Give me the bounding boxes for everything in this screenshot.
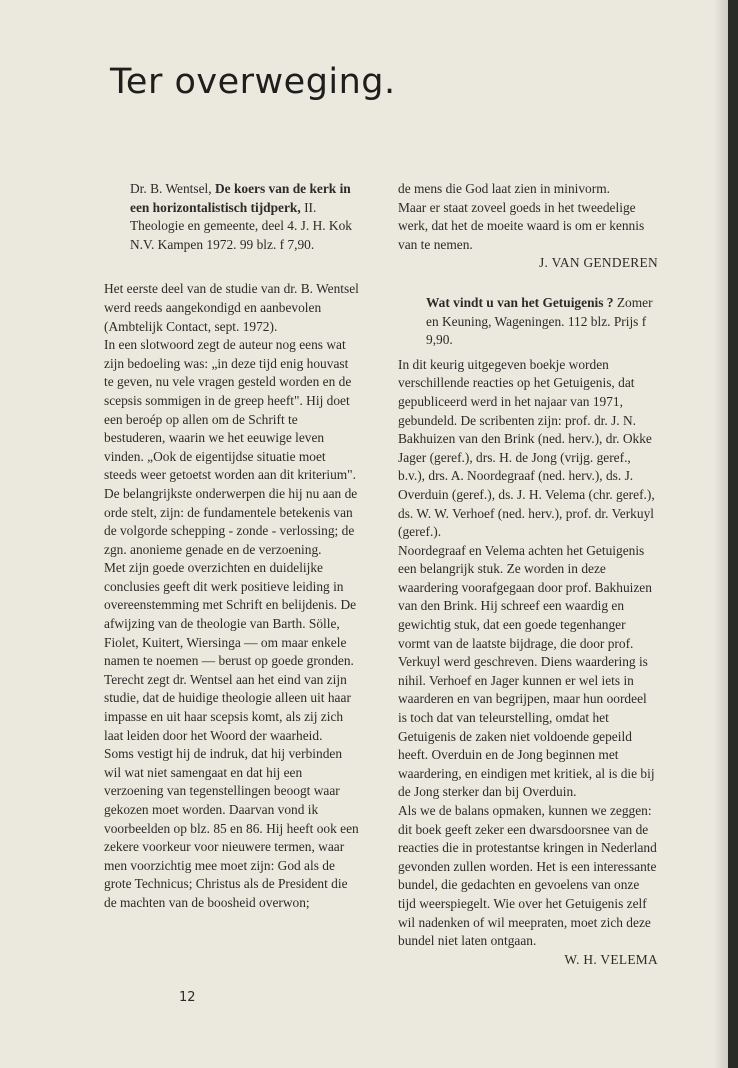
page-edge-shadow <box>714 0 728 1068</box>
right-column <box>398 180 658 969</box>
page-title: Ter overweging. <box>110 62 396 102</box>
review-author: Dr. B. Wentsel, <box>130 181 212 196</box>
review-book-title: De koers van de kerk in een horizontalistisch tijdperk, <box>130 181 351 215</box>
left-column <box>104 180 361 913</box>
review-reference-wentsel <box>104 180 361 254</box>
review-reference-getuigenis <box>398 294 658 350</box>
paragraph: Met zijn goede overzichten en duidelijke conclusies geeft dit werk positieve leiding in overeenstemming met Schrift en belijdenis. De afwijzing van de theologie van Barth. Sölle, Fiolet, Kuitert, Wiersinga — om maar enkele namen te noemen — berust op goede gronden. <box>104 560 357 669</box>
paragraph: In een slotwoord zegt de auteur nog eens wat zijn bedoeling was: „in deze tijd enig houvast te geven, nu vele vragen gesteld worden en de scepsis sommigen in de greep heeft". Hij doet een beroép op allen om de Schrift te bestuderen, waarin we het eeuwige leven vinden. „Ook de eigentijdse situatie moet steeds weer getoetst worden aan dit kriterium". <box>104 337 356 483</box>
paragraph: In dit keurig uitgegeven boekje worden verschillende reacties op het Getuigenis, dat gepubliceerd werd in het najaar van 1971, gebundeld. De scribenten zijn: prof. dr. J. N. Bakhuizen van den Brink (ned. herv.), dr. Okke Jager (geref.), drs. H. de Jong (vrijg. geref., b.v.), drs. A. Noordegraaf (ned. herv.), ds. J. Overduin (geref.), ds. J. H. Velema (chr. geref.), ds. W. W. Verhoef (ned. herv.), prof. dr. Verkuyl (geref.). <box>398 356 655 540</box>
paragraph: Het eerste deel van de studie van dr. B. Wentsel werd reeds aangekondigd en aanbevolen (Ambtelijk Contact, sept. 1972). <box>104 281 359 334</box>
paragraph: Noordegraaf en Velema achten het Getuigenis een belangrijk stuk. Ze worden in deze waardering voorafgegaan door prof. Bakhuizen van den Brink. Hij schreef een waardig en gewichtig stuk, dat een goede tegenhanger vormt van de laatste bijdrage, die door prof. Verkuyl werd geschreven. Diens waardering is nihil. Verhoef en Jager kunnen er wel iets in waarderen en van begrijpen, maar hun oordeel is toch dat van teleurstelling, omdat het Getuigenis de zaken niet voldoende gepeild heeft. Overduin en de Jong beginnen met waardering, en eindigen met kritiek, al is die bij de Jong sterker dan bij Overduin. <box>398 542 655 800</box>
page-number: 12 <box>179 990 196 1005</box>
paragraph: Maar er staat zoveel goeds in het tweedelige werk, dat het de moeite waard is om er kennis van te nemen. <box>398 199 645 252</box>
review-book-details: II. Theologie en gemeente, deel 4. J. H. Kok N.V. Kampen 1972. 99 blz. f 7,90. <box>130 199 352 252</box>
review-book-title: Wat vindt u van het Getuigenis ? <box>426 294 614 310</box>
review-book-details: Zomer en Keuning, Wageningen. 112 blz. Prijs f 9,90. <box>426 294 653 348</box>
paragraph: de mens die God laat zien in minivorm. <box>398 181 610 196</box>
signature-velema: W. H. VELEMA <box>564 951 658 967</box>
paragraph: Terecht zegt dr. Wentsel aan het eind van zijn studie, dat de huidige theologie alleen uit haar impasse en uit haar scepsis komt, als zij zich laat leiden door het Woord der waarheid. <box>104 671 351 743</box>
signature-van-genderen: J. VAN GENDEREN <box>539 255 658 271</box>
paragraph: Soms vestigt hij de indruk, dat hij verbinden wil wat niet samengaat en dat hij een verzoening van tegenstellingen beoogt waar gekozen moet worden. Daarvan vond ik voorbeelden op blz. 85 en 86. Hij heeft ook een zekere voorkeur voor nieuwere termen, waar men voorzichtig mee moet zijn: God als de grote Technicus; Christus als de President die de machten van de boosheid overwon; <box>104 746 359 910</box>
paragraph: De belangrijkste onderwerpen die hij nu aan de orde stelt, zijn: de fundamentele betekenis van de volgorde schepping - zonde - verlossing; de zgn. anonieme genade en de verzoening. <box>104 485 358 557</box>
paragraph: Als we de balans opmaken, kunnen we zeggen: dit boek geeft zeker een dwarsdoorsnee van de reacties die in protestantse kringen in Nederland gevonden zullen worden. Het is een interessante bundel, die gedachten en gevoelens van onze tijd weerspiegelt. Wie over het Getuigenis zelf wil nadenken of wil meepraten, moet zich deze bundel niet laten ontgaan. <box>398 803 657 949</box>
